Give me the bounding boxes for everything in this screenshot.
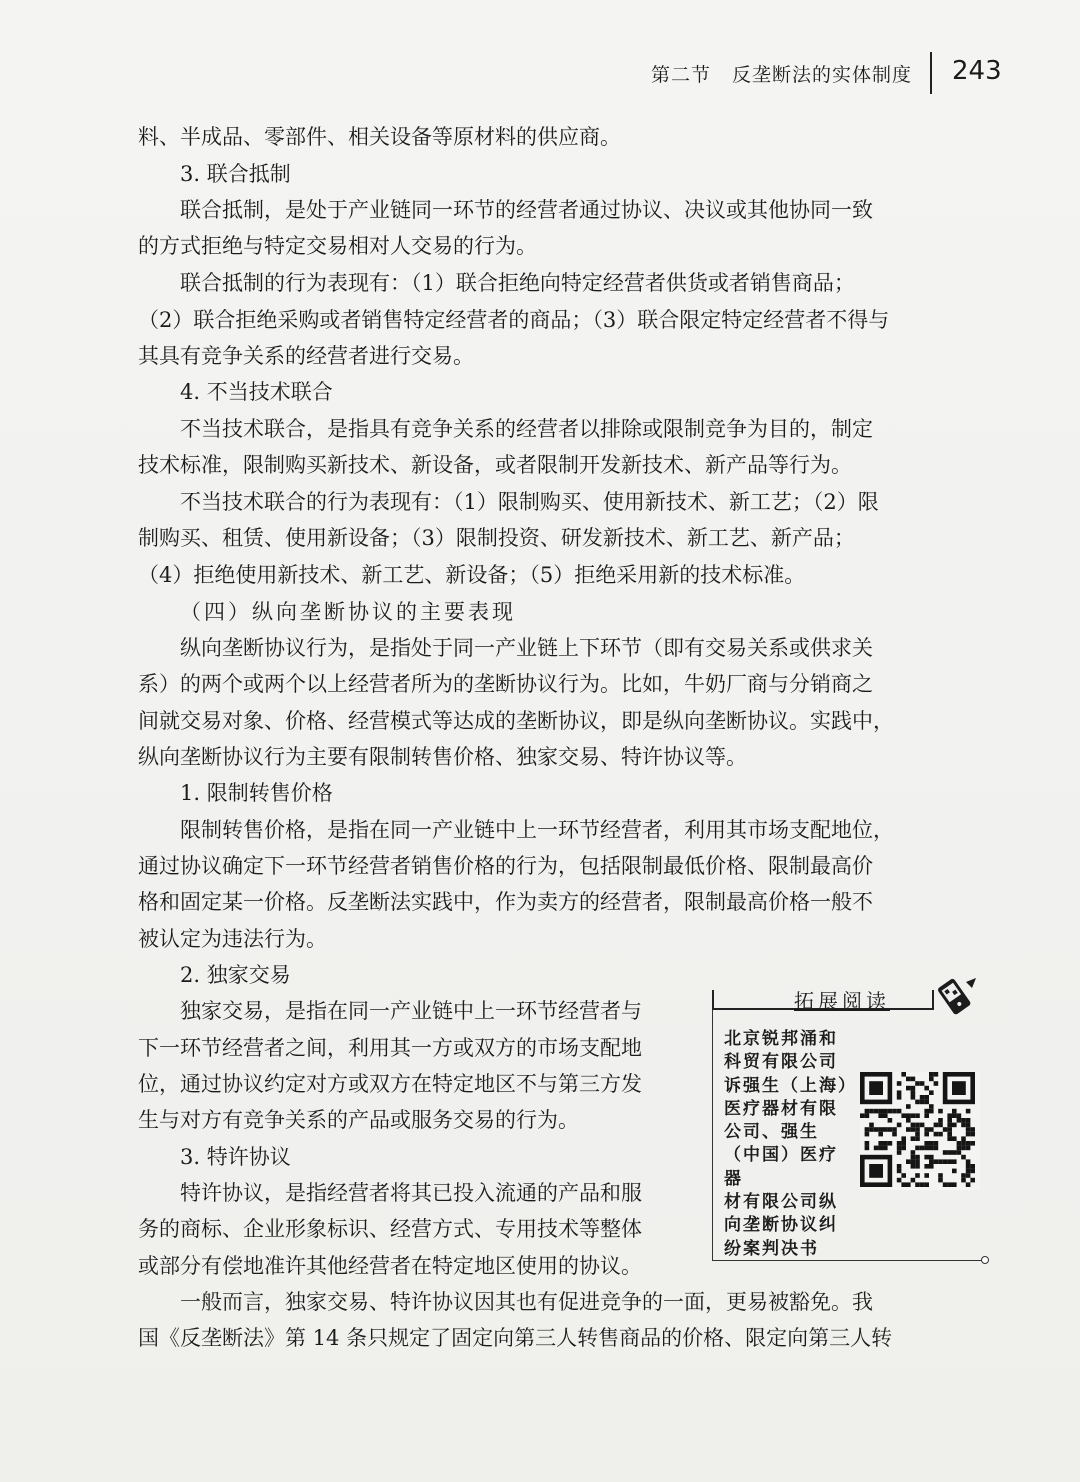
subsection-heading: 4. 不当技术联合	[180, 380, 333, 404]
case-title-line: 材有限公司纵	[724, 1192, 838, 1213]
body-line: 间就交易对象、价格、经营模式等达成的垄断协议，即是纵向垄断协议。实践中，	[138, 709, 894, 733]
body-line: 独家交易，是指在同一产业链中上一环节经营者与	[180, 999, 642, 1023]
body-line: 制购买、租赁、使用新设备；（3）限制投资、研发新技术、新工艺、新产品；	[138, 526, 855, 550]
header-divider	[930, 52, 932, 94]
running-header	[0, 52, 1080, 92]
body-line: 纵向垄断协议行为，是指处于同一产业链上下环节（即有交易关系或供求关	[180, 636, 873, 660]
section-heading: （四）纵向垄断协议的主要表现	[180, 600, 516, 624]
body-line: 技术标准，限制购买新技术、新设备，或者限制开发新技术、新产品等行为。	[138, 453, 852, 477]
case-title-line: 纷案判决书	[724, 1238, 819, 1259]
body-line: 的方式拒绝与特定交易相对人交易的行为。	[138, 234, 537, 258]
case-title-line: 北京锐邦涌和	[724, 1029, 838, 1049]
case-title-line: 科贸有限公司	[724, 1052, 838, 1073]
body-line: 联合抵制的行为表现有：（1）联合拒绝向特定经营者供货或者销售商品；	[180, 271, 855, 295]
body-line: 被认定为违法行为。	[138, 927, 327, 951]
body-line: 务的商标、企业形象标识、经营方式、专用技术等整体	[138, 1217, 642, 1241]
body-line: 生与对方有竞争关系的产品或服务交易的行为。	[138, 1108, 579, 1132]
case-title-line: 医疗器材有限	[724, 1098, 838, 1119]
body-line: 国《反垄断法》第 14 条只规定了固定向第三人转售商品的价格、限定向第三人转	[138, 1326, 893, 1350]
page-number: 243	[952, 56, 1002, 86]
body-line: 纵向垄断协议行为主要有限制转售价格、独家交易、特许协议等。	[138, 745, 747, 769]
case-title-line: 公司、强生	[724, 1122, 819, 1143]
body-line: 系）的两个或两个以上经营者所为的垄断协议行为。比如，牛奶厂商与分销商之	[138, 672, 873, 696]
subsection-heading: 3. 特许协议	[180, 1145, 291, 1169]
subsection-heading: 1. 限制转售价格	[180, 781, 333, 805]
body-line: 格和固定某一价格。反垄断法实践中，作为卖方的经营者，限制最高价格一般不	[138, 890, 873, 914]
extended-reading-box	[712, 990, 986, 1262]
case-title-line: 向垄断协议纠	[724, 1215, 838, 1236]
subsection-heading: 2. 独家交易	[180, 963, 291, 987]
subsection-heading: 3. 联合抵制	[180, 162, 291, 186]
body-line: 一般而言，独家交易、特许协议因其也有促进竞争的一面，更易被豁免。我	[180, 1290, 873, 1314]
case-title-line: 诉强生（上海）	[724, 1075, 857, 1096]
body-line: 料、半成品、零部件、相关设备等原材料的供应商。	[138, 125, 621, 149]
extended-reading-title-bar	[712, 989, 934, 1013]
case-title	[724, 1028, 857, 1261]
case-title-line: （中国）医疗器	[724, 1145, 838, 1189]
body-line: 或部分有偿地准许其他经营者在特定地区使用的协议。	[138, 1254, 642, 1278]
extended-reading-title: 拓展阅读	[794, 989, 890, 1013]
body-line: 不当技术联合，是指具有竞争关系的经营者以排除或限制竞争为目的，制定	[180, 417, 873, 441]
body-line: （4）拒绝使用新技术、新工艺、新设备；（5）拒绝采用新的技术标准。	[138, 563, 806, 587]
body-line: 联合抵制，是处于产业链同一环节的经营者通过协议、决议或其他协同一致	[180, 198, 873, 222]
body-line: 特许协议，是指经营者将其已投入流通的产品和服	[180, 1181, 642, 1205]
body-line: 其具有竞争关系的经营者进行交易。	[138, 344, 474, 368]
body-line: 位，通过协议约定对方或双方在特定地区不与第三方发	[138, 1072, 642, 1096]
body-line: （2）联合拒绝采购或者销售特定经营者的商品；（3）联合限定特定经营者不得与	[138, 308, 890, 332]
qr-code-icon[interactable]	[860, 1072, 980, 1194]
body-line: 限制转售价格，是指在同一产业链中上一环节经营者，利用其市场支配地位，	[180, 818, 894, 842]
body-line: 下一环节经营者之间，利用其一方或双方的市场支配地	[138, 1036, 642, 1060]
body-line: 通过协议确定下一环节经营者销售价格的行为，包括限制最低价格、限制最高价	[138, 854, 873, 878]
corner-dot	[981, 1256, 989, 1264]
body-line: 不当技术联合的行为表现有：（1）限制购买、使用新技术、新工艺；（2）限	[180, 490, 879, 514]
section-title: 第二节 反垄断法的实体制度	[650, 64, 912, 86]
